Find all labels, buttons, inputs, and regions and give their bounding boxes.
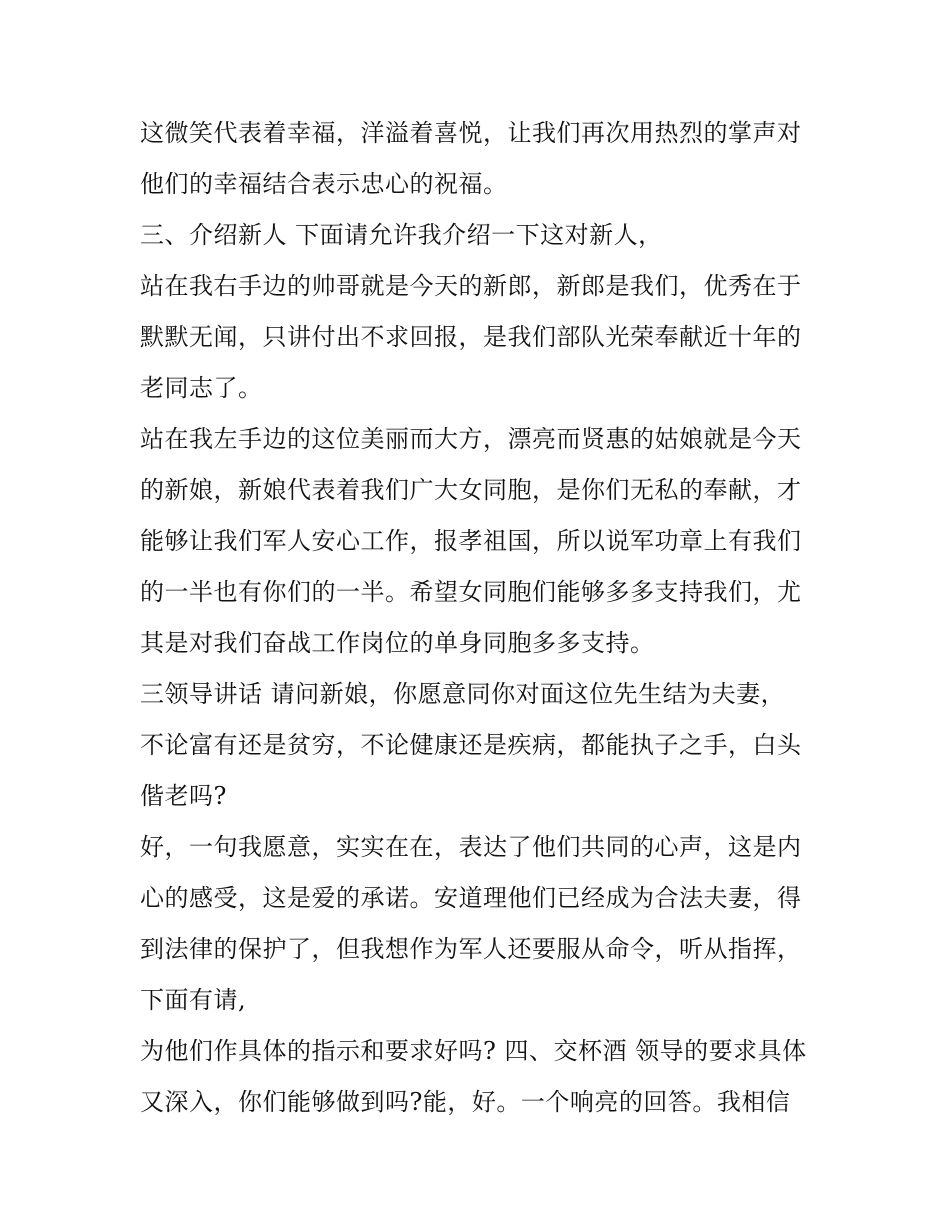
- text-line: 的新娘，新娘代表着我们广大女同胞，是你们无私的奉献，才: [140, 476, 802, 504]
- text-line: 他们的幸福结合表示忠心的祝福。: [140, 170, 508, 198]
- text-line: 为他们作具体的指示和要求好吗? 四、交杯酒 领导的要求具体: [140, 1037, 807, 1065]
- text-line: 站在我右手边的帅哥就是今天的新郎，新郎是我们，优秀在于: [140, 272, 802, 300]
- text-line: 好，一句我愿意，实实在在，表达了他们共同的心声，这是内: [140, 833, 802, 861]
- text-line: 站在我左手边的这位美丽而大方，漂亮而贤惠的姑娘就是今天: [140, 425, 802, 453]
- text-line: 偕老吗?: [140, 782, 227, 810]
- text-line: 下面有请,: [140, 986, 247, 1014]
- text-line: 老同志了。: [140, 374, 263, 402]
- text-line: 默默无闻，只讲付出不求回报，是我们部队光荣奉献近十年的: [140, 323, 802, 351]
- text-line: 到法律的保护了，但我想作为军人还要服从命令，听从指挥，: [140, 935, 802, 963]
- document-body: [140, 108, 820, 1128]
- text-line: 的一半也有你们的一半。希望女同胞们能够多多支持我们，尤: [140, 578, 802, 606]
- text-line: 又深入，你们能够做到吗?能，好。一个响亮的回答。我相信: [140, 1088, 791, 1116]
- text-line: 不论富有还是贫穷，不论健康还是疾病，都能执子之手，白头: [140, 731, 802, 759]
- text-line: 能够让我们军人安心工作，报孝祖国，所以说军功章上有我们: [140, 527, 802, 555]
- text-line: 这微笑代表着幸福，洋溢着喜悦，让我们再次用热烈的掌声对: [140, 119, 802, 147]
- text-line: 三领导讲话 请问新娘，你愿意同你对面这位先生结为夫妻，: [140, 680, 786, 708]
- text-line: 三、介绍新人 下面请允许我介绍一下这对新人，: [140, 221, 663, 249]
- text-line: 心的感受，这是爱的承诺。安道理他们已经成为合法夫妻，得: [140, 884, 802, 912]
- text-line: 其是对我们奋战工作岗位的单身同胞多多支持。: [140, 629, 655, 657]
